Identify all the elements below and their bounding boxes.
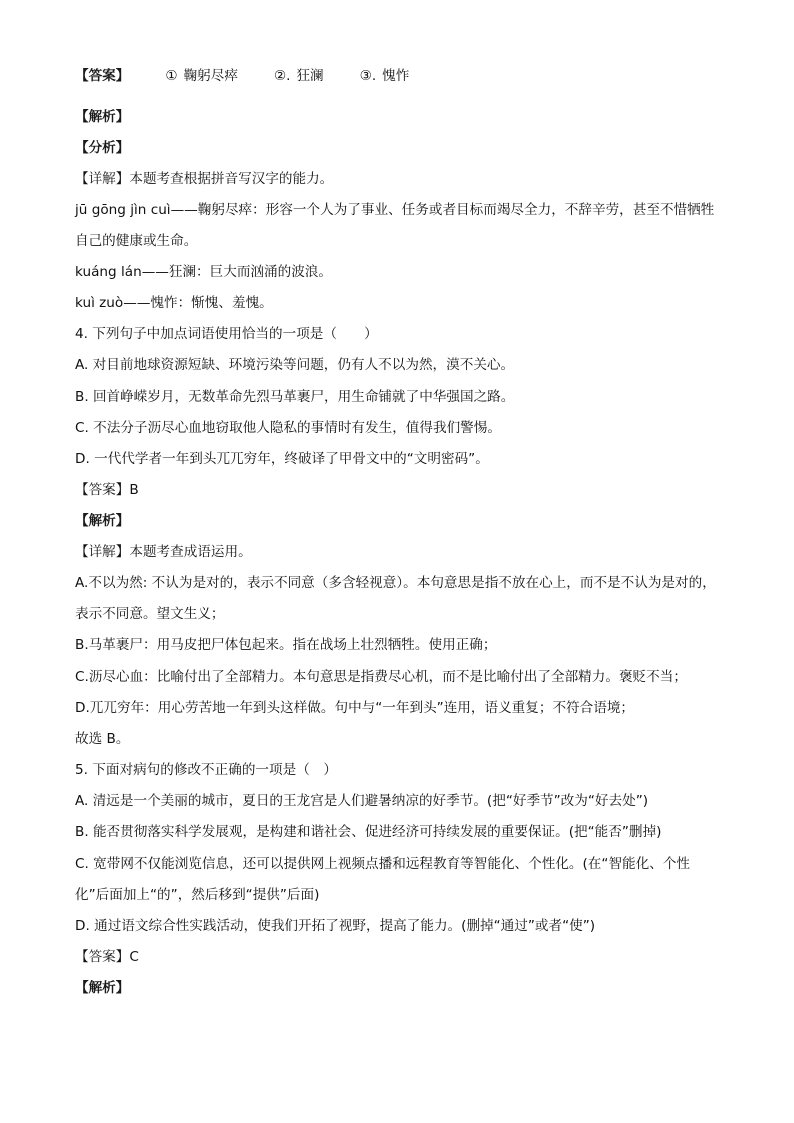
- pinyin-line-3: kuì zuò——愧怍：惭愧、羞愧。: [75, 295, 273, 311]
- question-4-option-c: C. 不法分子沥尽心血地窃取他人隐私的事情时有发生，值得我们警惕。: [75, 420, 501, 436]
- analysis-tag: 【解析】: [75, 980, 130, 996]
- answer-3-row: [75, 67, 409, 85]
- question-4-option-b: B. 回首峥嵘岁月，无数革命先烈马革裹尸，用生命铺就了中华强国之路。: [75, 389, 515, 405]
- detail-line: 【详解】本题考查成语运用。: [75, 544, 252, 560]
- explanation-4-a-cont: 表示不同意。望文生义；: [75, 606, 225, 622]
- fenxi-tag: 【分析】: [75, 140, 130, 156]
- answer-option-3: ③. 愧怍: [359, 68, 410, 84]
- question-5-option-b: B. 能否贯彻落实科学发展观，是构建和谐社会、促进经济可持续发展的重要保证。(把“能否”删掉): [75, 824, 662, 840]
- question-5-option-a: A. 清远是一个美丽的城市，夏日的王龙宫是人们避暑纳凉的好季节。(把“好季节”改为“好去处”): [75, 793, 649, 809]
- answer-option-2: ②. 狂澜: [273, 68, 324, 84]
- question-5-option-c: C. 宽带网不仅能浏览信息，还可以提供网上视频点播和远程教育等智能化、个性化。(在“智能化、个性: [75, 856, 691, 872]
- question-5-option-d: D. 通过语文综合性实践活动，使我们开拓了视野，提高了能力。(删掉“通过”或者“使”): [75, 918, 596, 934]
- explanation-4-b: B.马革裹尸：用马皮把尸体包起来。指在战场上壮烈牺牲。使用正确；: [75, 637, 497, 653]
- answer-4: 【答案】B: [75, 482, 139, 498]
- detail-line: 【详解】本题考查根据拼音写汉字的能力。: [75, 171, 334, 187]
- explanation-4-a: A.不以为然: 不认为是对的，表示不同意（多含轻视意）。本句意思是指不放在心上，而不是不认为是对的，: [75, 575, 716, 591]
- pinyin-line-2: kuáng lán——狂澜：巨大而汹涌的波浪。: [75, 264, 332, 280]
- question-5-option-c-cont: 化”后面加上“的”，然后移到“提供”后面): [75, 887, 320, 903]
- question-4-option-a: A. 对目前地球资源短缺、环境污染等问题，仍有人不以为然，漠不关心。: [75, 357, 515, 373]
- question-4-stem: 4. 下列句子中加点词语使用恰当的一项是（ ）: [75, 326, 378, 342]
- conclusion-4: 故选 B。: [75, 731, 130, 747]
- pinyin-line-1: jū gōng jìn cuì——鞠躬尽瘁：形容一个人为了事业、任务或者目标而竭尽全力，不辞辛劳，甚至不惜牺牲: [75, 202, 715, 218]
- answer-option-1: ① 鞠躬尽瘁: [165, 68, 238, 84]
- question-5-stem: 5. 下面对病句的修改不正确的一项是（ ）: [75, 762, 337, 778]
- pinyin-line-1-cont: 自己的健康或生命。: [75, 233, 198, 249]
- analysis-tag: 【解析】: [75, 513, 130, 529]
- explanation-4-c: C.沥尽心血：比喻付出了全部精力。本句意思是指费尽心机，而不是比喻付出了全部精力。褒贬不当；: [75, 669, 687, 685]
- question-4-option-d: D. 一代代学者一年到头兀兀穷年，终破译了甲骨文中的“文明密码”。: [75, 451, 489, 467]
- explanation-4-d: D.兀兀穷年：用心劳苦地一年到头这样做。句中与“一年到头”连用，语义重复；不符合语境；: [75, 700, 635, 716]
- analysis-tag: 【解析】: [75, 109, 130, 125]
- answer-tag: 【答案】: [75, 68, 130, 84]
- answer-5: 【答案】C: [75, 949, 139, 965]
